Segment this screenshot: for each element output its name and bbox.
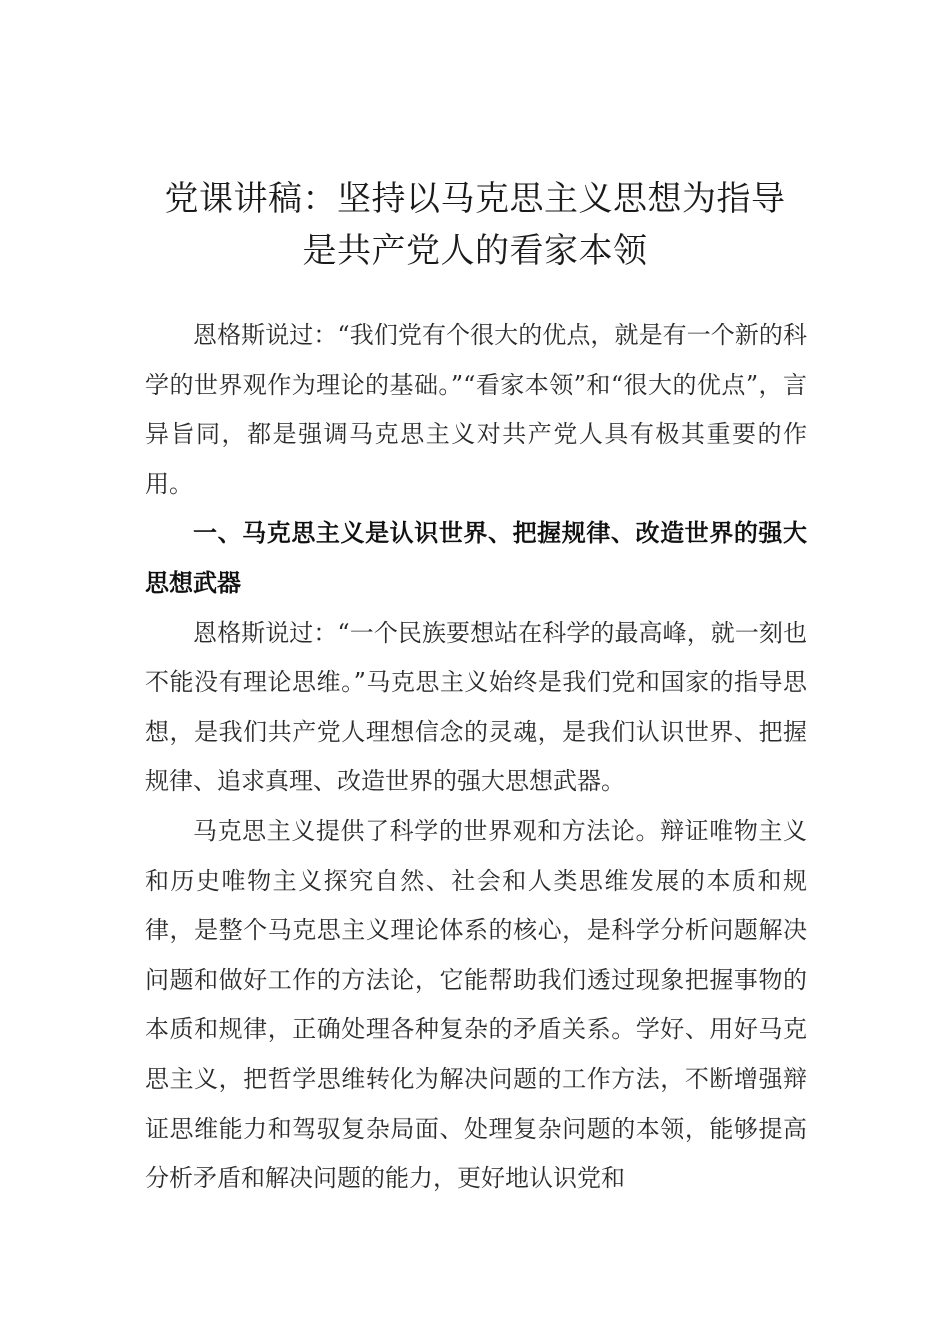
title-line-2: 是共产党人的看家本领 xyxy=(302,230,648,271)
paragraph-engels-quote: 恩格斯说过：“一个民族要想站在科学的最高峰，就一刻也不能没有理论思维。”马克思主义始终是我们党和国家的指导思想，是我们共产党人理想信念的灵魂，是我们认识世界、把握规律、追求真理、改造世界的强大思想武器。 xyxy=(145,618,807,796)
title-line-1: 党课讲稿：坚持以马克思主义思想为指导 xyxy=(164,178,786,219)
paragraph-worldview: 马克思主义提供了科学的世界观和方法论。辩证唯物主义和历史唯物主义探究自然、社会和人类思维发展的本质和规律，是整个马克思主义理论体系的核心，是科学分析问题解决问题和做好工作的方法论，它能帮助我们透过现象把握事物的本质和规律，正确处理各种复杂的矛盾关系。学好、用好马克思主义，把哲学思维转化为解决问题的工作方法，不断增强辩证思维能力和驾驭复杂局面、处理复杂问题的本领，能够提高分析矛盾和解决问题的能力，更好地认识党和 xyxy=(145,816,807,1193)
document-body xyxy=(145,311,807,1204)
document-title xyxy=(120,173,830,277)
paragraph-intro: 恩格斯说过：“我们党有个很大的优点，就是有一个新的科学的世界观作为理论的基础。”“看家本领”和“很大的优点”，言异旨同，都是强调马克思主义对共产党人具有极其重要的作用。 xyxy=(145,321,807,498)
section-heading-1: 一、马克思主义是认识世界、把握规律、改造世界的强大思想武器 xyxy=(145,519,807,597)
